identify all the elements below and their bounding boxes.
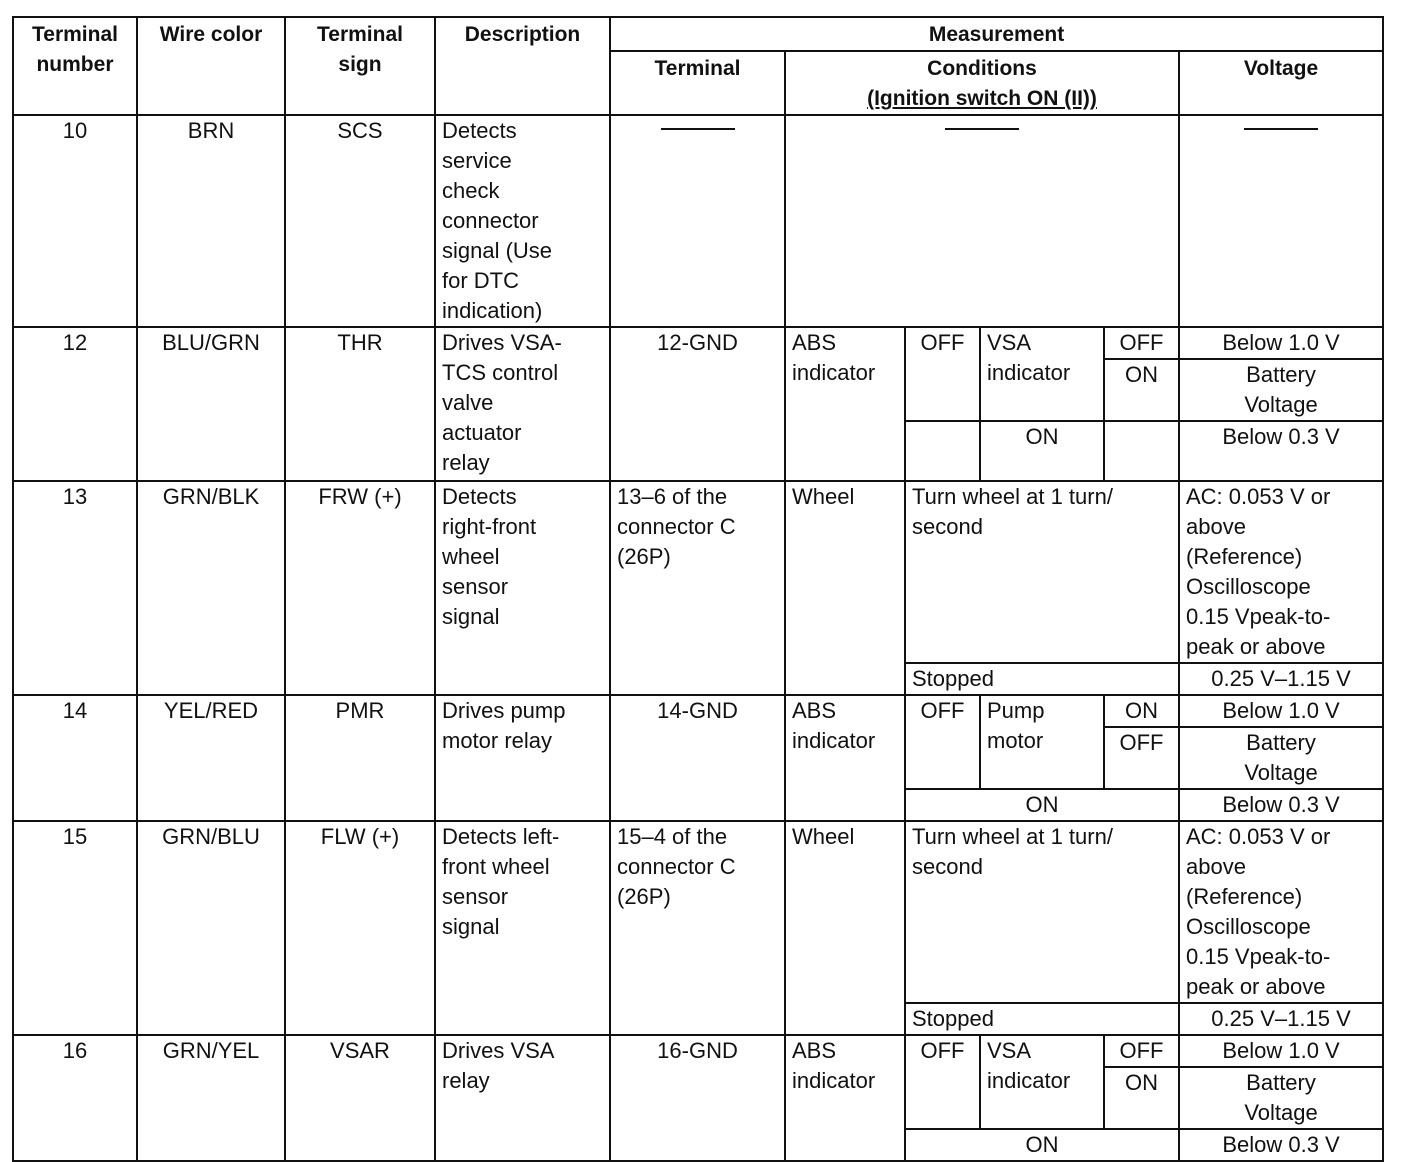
voltage-cell: Battery Voltage (1179, 727, 1383, 789)
description-cell: Drives pump motor relay (435, 695, 610, 821)
header-terminal-sign: Terminal sign (285, 17, 435, 115)
abs-indicator-cell: ABS indicator (785, 695, 905, 821)
wire-color-cell: GRN/BLK (137, 481, 285, 695)
voltage-cell: Below 1.0 V (1179, 327, 1383, 359)
terminal-cell: 14-GND (610, 695, 785, 821)
wire-color-cell: BLU/GRN (137, 327, 285, 481)
turn-wheel-cell: Turn wheel at 1 turn/ second (905, 481, 1179, 663)
conditions-cell-empty (785, 115, 1179, 327)
voltage-cell: Battery Voltage (1179, 359, 1383, 421)
state-cell: OFF (1104, 1035, 1179, 1067)
terminal-number-cell: 13 (13, 481, 137, 695)
abs-indicator-cell: ABS indicator (785, 1035, 905, 1161)
terminal-cell-empty (610, 115, 785, 327)
header-description: Description (435, 17, 610, 115)
table-row (13, 1035, 1383, 1067)
terminal-cell: 16-GND (610, 1035, 785, 1161)
state-cell: OFF (1104, 327, 1179, 359)
wire-color-cell: GRN/BLU (137, 821, 285, 1035)
header-terminal-number: Terminal number (13, 17, 137, 115)
stopped-cell: Stopped (905, 1003, 1179, 1035)
terminal-sign-cell: PMR (285, 695, 435, 821)
voltage-cell: Below 0.3 V (1179, 421, 1383, 481)
voltage-cell: Below 0.3 V (1179, 1129, 1383, 1161)
off-cell: OFF (905, 1035, 980, 1129)
terminal-number-cell: 10 (13, 115, 137, 327)
header-wire-color: Wire color (137, 17, 285, 115)
terminal-sign-cell: FLW (+) (285, 821, 435, 1035)
state-cell: ON (1104, 359, 1179, 421)
terminal-sign-cell: FRW (+) (285, 481, 435, 695)
dash-mark (661, 128, 735, 130)
header-conditions-sub: (Ignition switch ON (II)) (867, 87, 1097, 110)
table-row (13, 695, 1383, 727)
header-measurement: Measurement (610, 17, 1383, 51)
terminal-cell: 12-GND (610, 327, 785, 481)
abs-indicator-cell: ABS indicator (785, 327, 905, 481)
table-row (13, 115, 1383, 327)
wire-color-cell: GRN/YEL (137, 1035, 285, 1161)
terminal-sign-cell: VSAR (285, 1035, 435, 1161)
terminal-number-cell: 16 (13, 1035, 137, 1161)
off-cell: OFF (905, 695, 980, 789)
voltage-cell: 0.25 V–1.15 V (1179, 663, 1383, 695)
voltage-cell: 0.25 V–1.15 V (1179, 1003, 1383, 1035)
state-cell: OFF (1104, 727, 1179, 789)
description-cell: Drives VSA- TCS control valve actuator relay (435, 327, 610, 481)
header-voltage: Voltage (1179, 51, 1383, 115)
vsa-indicator-cell: VSA indicator (980, 1035, 1104, 1129)
state-cell: ON (1104, 695, 1179, 727)
table-row (13, 821, 1383, 1003)
description-cell: Detects left- front wheel sensor signal (435, 821, 610, 1035)
terminal-spec-table (12, 16, 1384, 1162)
on-cell: ON (980, 421, 1104, 481)
wheel-cell: Wheel (785, 481, 905, 695)
header-conditions-label: Conditions (927, 57, 1037, 80)
voltage-cell: AC: 0.053 V or above (Reference) Oscilloscope 0.15 Vpeak-to- peak or above (1179, 821, 1383, 1003)
terminal-number-cell: 15 (13, 821, 137, 1035)
wheel-cell: Wheel (785, 821, 905, 1035)
description-cell: Drives VSA relay (435, 1035, 610, 1161)
on-cell: ON (905, 1129, 1179, 1161)
terminal-cell: 15–4 of the connector C (26P) (610, 821, 785, 1035)
terminal-sign-cell: THR (285, 327, 435, 481)
on-cell: ON (905, 789, 1179, 821)
table-row (13, 327, 1383, 359)
off-cell: OFF (905, 327, 980, 421)
turn-wheel-cell: Turn wheel at 1 turn/ second (905, 821, 1179, 1003)
state-cell: ON (1104, 1067, 1179, 1129)
terminal-sign-cell: SCS (285, 115, 435, 327)
description-cell: Detects service check connector signal (Use for DTC indication) (435, 115, 610, 327)
empty-cell (1104, 421, 1179, 481)
voltage-cell: Below 1.0 V (1179, 695, 1383, 727)
voltage-cell: Below 1.0 V (1179, 1035, 1383, 1067)
vsa-indicator-cell: VSA indicator (980, 327, 1104, 421)
terminal-number-cell: 12 (13, 327, 137, 481)
header-conditions (785, 51, 1179, 115)
voltage-cell-empty (1179, 115, 1383, 327)
table-row (13, 481, 1383, 663)
voltage-cell: Below 0.3 V (1179, 789, 1383, 821)
description-cell: Detects right-front wheel sensor signal (435, 481, 610, 695)
voltage-cell: Battery Voltage (1179, 1067, 1383, 1129)
header-terminal: Terminal (610, 51, 785, 115)
voltage-cell: AC: 0.053 V or above (Reference) Oscilloscope 0.15 Vpeak-to- peak or above (1179, 481, 1383, 663)
wire-color-cell: BRN (137, 115, 285, 327)
wire-color-cell: YEL/RED (137, 695, 285, 821)
pump-motor-cell: Pump motor (980, 695, 1104, 789)
dash-mark (945, 128, 1019, 130)
stopped-cell: Stopped (905, 663, 1179, 695)
dash-mark (1244, 128, 1318, 130)
terminal-cell: 13–6 of the connector C (26P) (610, 481, 785, 695)
terminal-number-cell: 14 (13, 695, 137, 821)
empty-cell (905, 421, 980, 481)
